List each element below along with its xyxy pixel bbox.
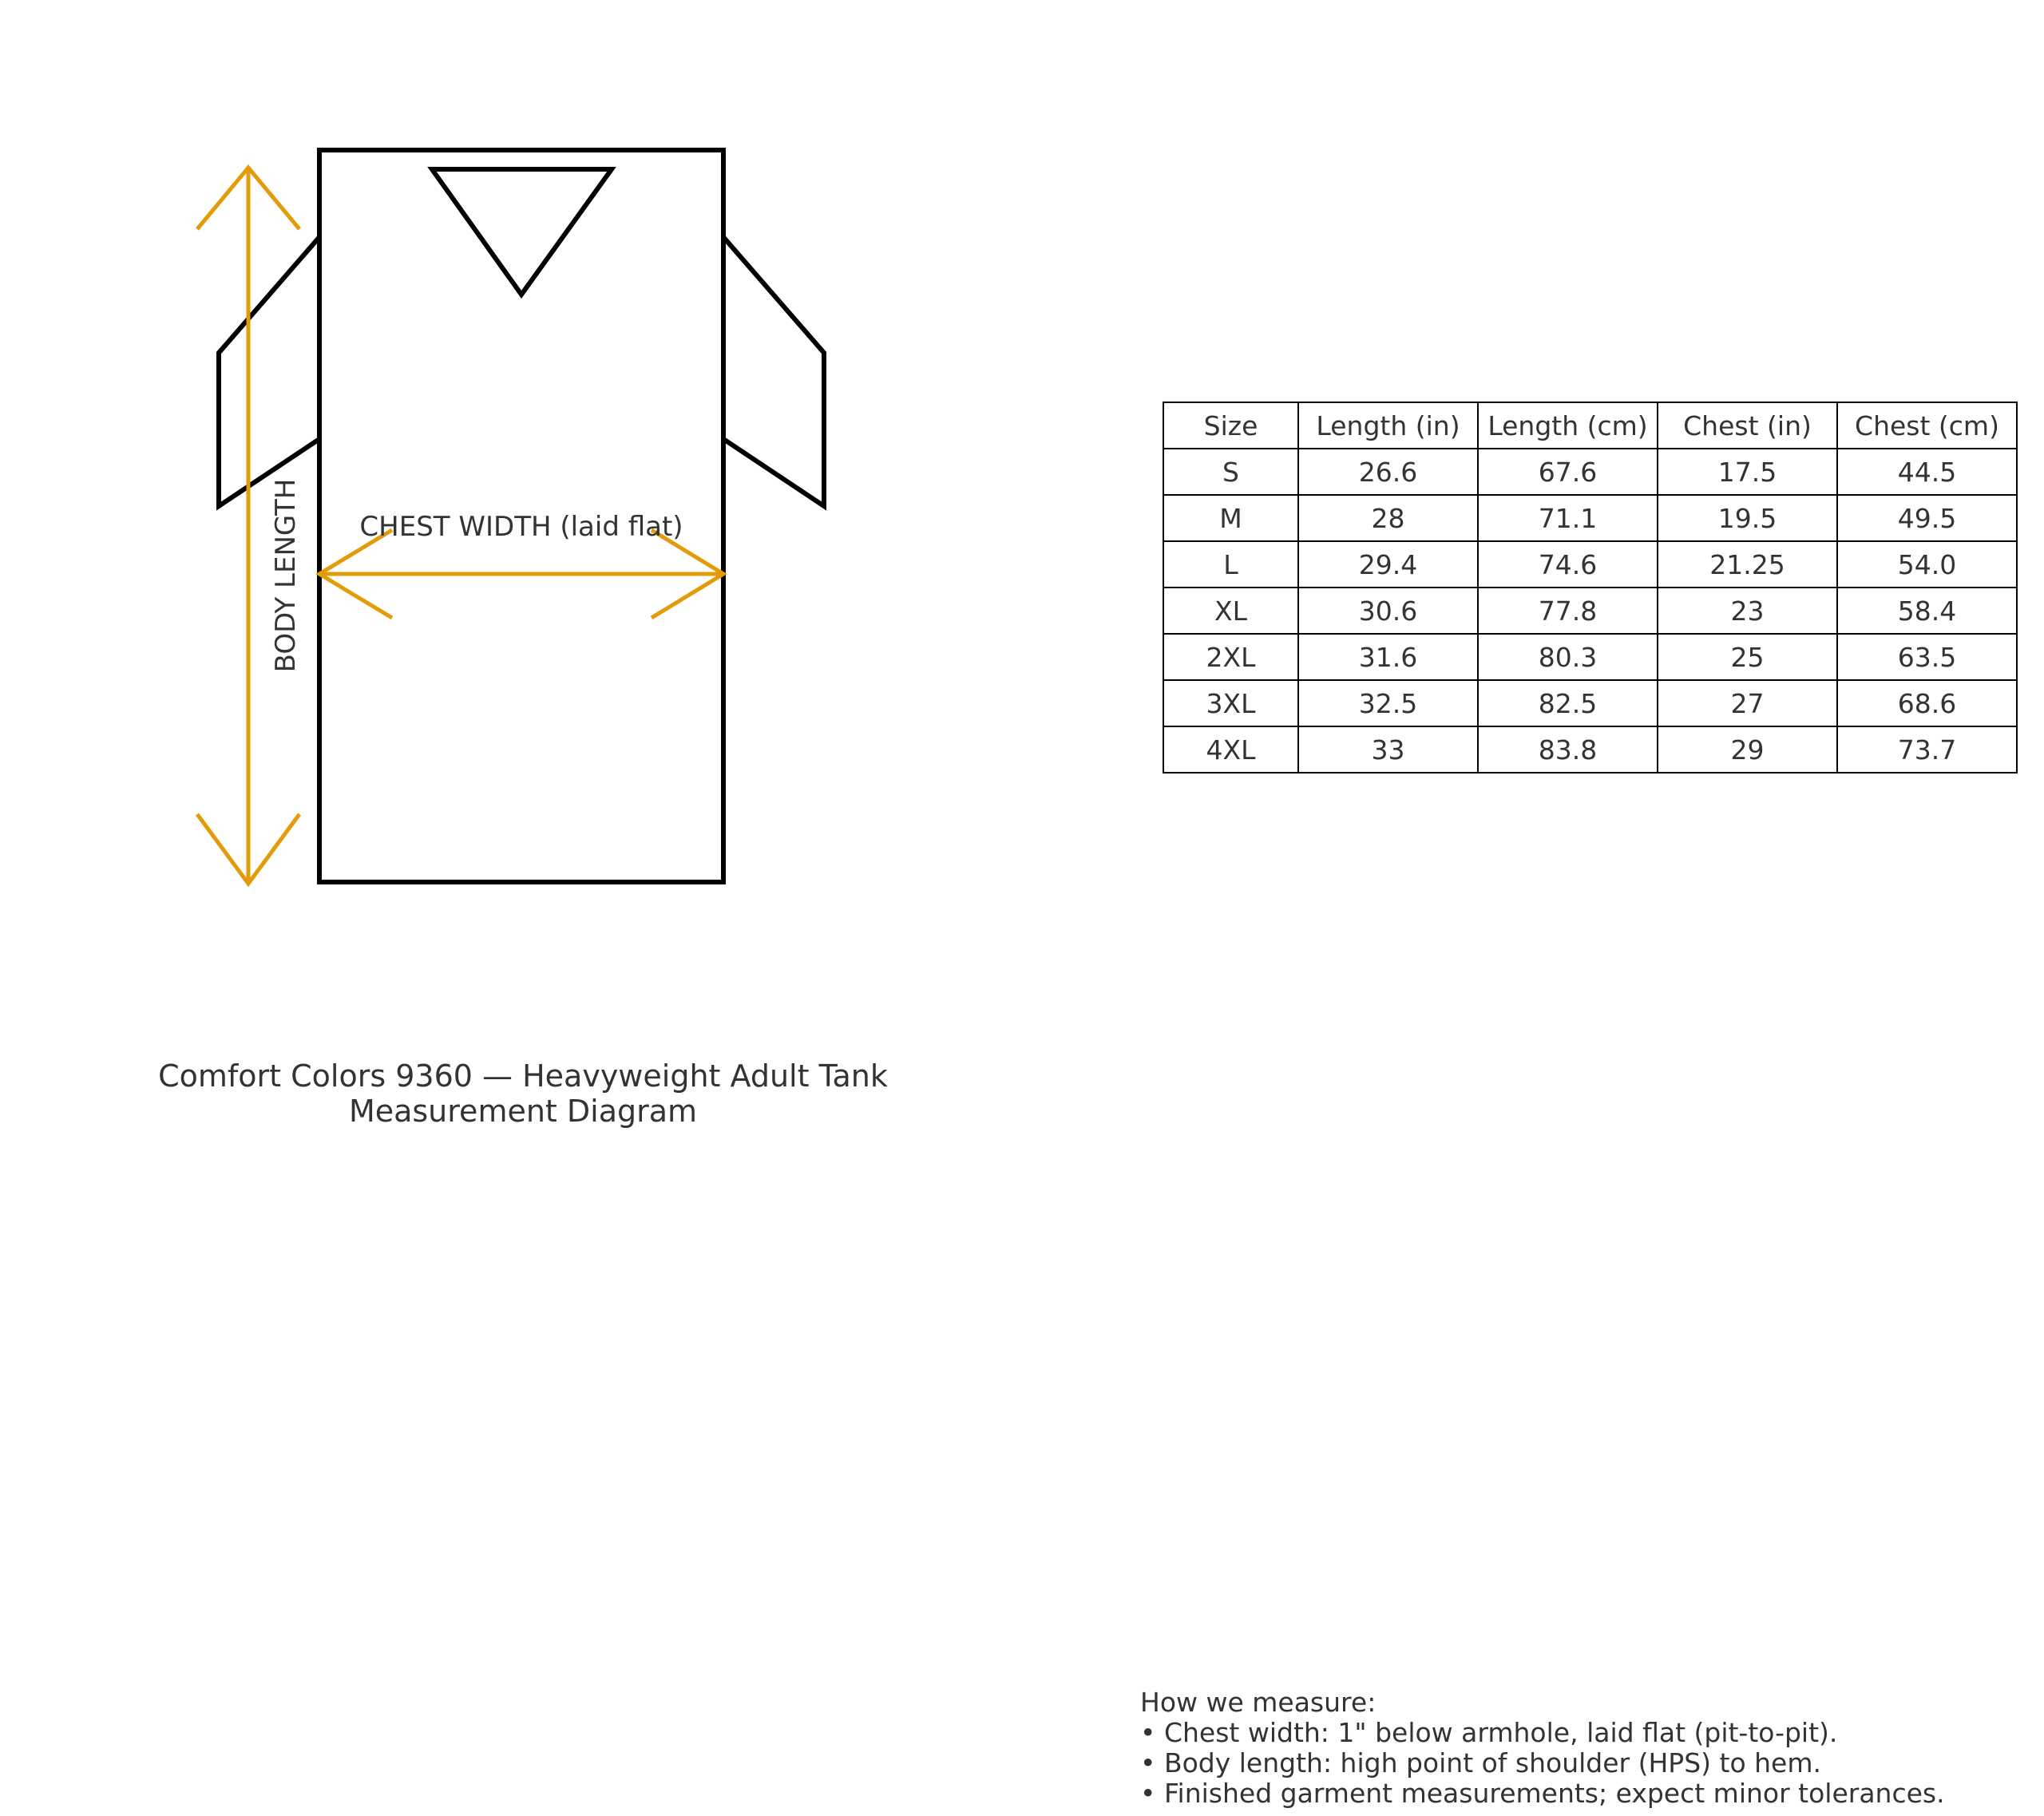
- table-cell: 44.5: [1837, 449, 2017, 495]
- table-cell: 83.8: [1478, 726, 1658, 773]
- table-cell: 73.7: [1837, 726, 2017, 773]
- table-cell: M: [1163, 495, 1298, 541]
- table-row: [1163, 495, 2017, 541]
- diagram-caption: [80, 1058, 966, 1129]
- table-cell: 4XL: [1163, 726, 1298, 773]
- table-cell: 82.5: [1478, 680, 1658, 726]
- header-chest-cm: Chest (cm): [1837, 402, 2017, 449]
- left-sleeve-outline: [219, 237, 319, 506]
- table-cell: 26.6: [1298, 449, 1478, 495]
- chest-width-label: CHEST WIDTH (laid flat): [359, 511, 683, 543]
- table-cell: 28: [1298, 495, 1478, 541]
- table-cell: 3XL: [1163, 680, 1298, 726]
- table-cell: 17.5: [1658, 449, 1837, 495]
- table-row: [1163, 634, 2017, 680]
- table-cell: XL: [1163, 588, 1298, 634]
- table-row: [1163, 541, 2017, 588]
- table-cell: 30.6: [1298, 588, 1478, 634]
- body-length-label: BODY LENGTH: [270, 478, 302, 673]
- table-cell: L: [1163, 541, 1298, 588]
- notes-item: • Body length: high point of shoulder (HPS) to hem.: [1140, 1747, 1821, 1778]
- table-cell: 77.8: [1478, 588, 1658, 634]
- table-cell: 68.6: [1837, 680, 2017, 726]
- table-row: [1163, 680, 2017, 726]
- table-cell: 25: [1658, 634, 1837, 680]
- table-cell: 23: [1658, 588, 1837, 634]
- notes-item: • Chest width: 1" below armhole, laid flat (pit-to-pit).: [1140, 1717, 1838, 1748]
- caption-line-1: Comfort Colors 9360 — Heavyweight Adult Tank: [158, 1058, 888, 1094]
- notes-heading: How we measure:: [1140, 1687, 1377, 1718]
- table-cell: 58.4: [1837, 588, 2017, 634]
- table-row: [1163, 588, 2017, 634]
- table-cell: 67.6: [1478, 449, 1658, 495]
- table-cell: 31.6: [1298, 634, 1478, 680]
- table-row: [1163, 726, 2017, 773]
- header-length-cm: Length (cm): [1478, 402, 1658, 449]
- table-cell: 29: [1658, 726, 1837, 773]
- table-cell: 2XL: [1163, 634, 1298, 680]
- table-cell: 54.0: [1837, 541, 2017, 588]
- table-cell: 74.6: [1478, 541, 1658, 588]
- table-cell: 33: [1298, 726, 1478, 773]
- header-chest-in: Chest (in): [1658, 402, 1837, 449]
- table-cell: 29.4: [1298, 541, 1478, 588]
- header-length-in: Length (in): [1298, 402, 1478, 449]
- notes-item: • Finished garment measurements; expect minor tolerances.: [1140, 1778, 1945, 1809]
- table-cell: 19.5: [1658, 495, 1837, 541]
- header-size: Size: [1163, 402, 1298, 449]
- table-cell: 27: [1658, 680, 1837, 726]
- measurement-notes: [1140, 1687, 1945, 1809]
- table-cell: 21.25: [1658, 541, 1837, 588]
- table-cell: 80.3: [1478, 634, 1658, 680]
- table-cell: 32.5: [1298, 680, 1478, 726]
- neckline-outline: [432, 169, 612, 295]
- caption-line-2: Measurement Diagram: [348, 1094, 698, 1129]
- right-sleeve-outline: [723, 237, 824, 506]
- table-cell: 49.5: [1837, 495, 2017, 541]
- chest-width-arrow: [319, 530, 723, 618]
- table-cell: 71.1: [1478, 495, 1658, 541]
- table-cell: S: [1163, 449, 1298, 495]
- size-chart-table: [1163, 402, 2018, 773]
- table-body: [1163, 449, 2017, 773]
- table-cell: 63.5: [1837, 634, 2017, 680]
- table-row: [1163, 449, 2017, 495]
- table-header-row: [1163, 402, 2017, 449]
